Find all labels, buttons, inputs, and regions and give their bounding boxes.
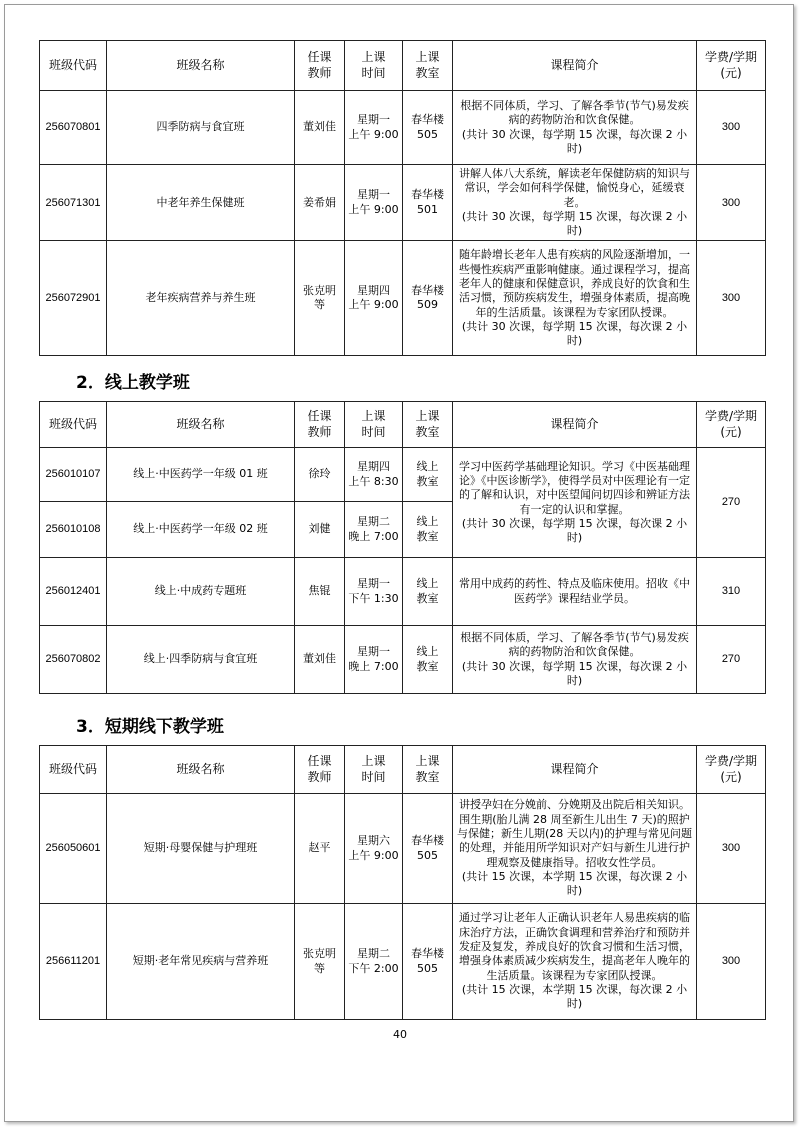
tuition-fee: 300 <box>697 794 766 904</box>
table-row <box>40 794 766 904</box>
course-description <box>453 558 697 626</box>
tuition-fee: 270 <box>697 448 766 558</box>
desc-text: 随年龄增长老年人患有疾病的风险逐渐增加，一些慢性疾病严重影响健康。通过课程学习，提高老年人的健康和保健意识，养成良好的饮食和生活习惯，预防疾病发生，增强身体素质，提高晚年的生活质量。该课程为专家团队授课。 <box>459 248 690 319</box>
header-desc: 课程简介 <box>453 41 697 91</box>
course-table-2 <box>39 401 766 694</box>
class-name: 中老年养生保健班 <box>107 165 295 241</box>
course-description <box>453 904 697 1020</box>
header-fee: 学费/学期 (元) <box>697 41 766 91</box>
table-row <box>40 91 766 165</box>
header-teacher: 任课 教师 <box>295 41 345 91</box>
course-description <box>453 91 697 165</box>
header-time: 上课 时间 <box>345 746 403 794</box>
table-row <box>40 558 766 626</box>
class-name: 线上·中成药专题班 <box>107 558 295 626</box>
classroom: 春华楼 505 <box>403 794 453 904</box>
class-time: 星期六 上午 9:00 <box>345 794 403 904</box>
desc-note: (共计 30 次课，每学期 15 次课，每次课 2 小时) <box>461 319 688 348</box>
class-time: 星期四 上午 8:30 <box>345 448 403 502</box>
class-time: 星期四 上午 9:00 <box>345 241 403 356</box>
header-room: 上课 教室 <box>403 746 453 794</box>
teacher: 姜希娟 <box>295 165 345 241</box>
course-description <box>453 794 697 904</box>
course-description <box>453 448 697 558</box>
classroom: 线上 教室 <box>403 626 453 694</box>
teacher: 焦锟 <box>295 558 345 626</box>
header-fee: 学费/学期 (元) <box>697 402 766 448</box>
tuition-fee: 300 <box>697 904 766 1020</box>
class-time: 星期一 晚上 7:00 <box>345 626 403 694</box>
table-row <box>40 904 766 1020</box>
course-table-1 <box>39 40 766 356</box>
desc-note: (共计 15 次课，本学期 15 次课，每次课 2 小时) <box>461 982 688 1011</box>
table-row <box>40 241 766 356</box>
class-name: 短期·老年常见疾病与营养班 <box>107 904 295 1020</box>
desc-note: (共计 30 次课，每学期 15 次课，每次课 2 小时) <box>461 127 688 155</box>
desc-note: (共计 30 次课，每学期 15 次课，每次课 2 小时) <box>461 516 688 545</box>
teacher: 董刘佳 <box>295 91 345 165</box>
class-time: 星期一 下午 1:30 <box>345 558 403 626</box>
table-row <box>40 626 766 694</box>
header-fee: 学费/学期 (元) <box>697 746 766 794</box>
header-time: 上课 时间 <box>345 41 403 91</box>
table-header-row <box>40 746 766 794</box>
teacher: 徐玲 <box>295 448 345 502</box>
desc-text: 通过学习让老年人正确认识老年人易患疾病的临床治疗方法，正确饮食调理和营养治疗和预防并发症及复发，养成良好的饮食习惯和生活习惯，增强身体素质减少疾病发生，提高老年人晚年的生活质量。该课程为专家团队授课。 <box>459 911 690 982</box>
class-time: 星期一 上午 9:00 <box>345 165 403 241</box>
header-teacher: 任课 教师 <box>295 402 345 448</box>
desc-text: 讲解人体八大系统，解读老年保健防病的知识与常识，学会如何科学保健，愉悦身心，延缓衰老。 <box>459 167 690 209</box>
course-table-3 <box>39 745 766 1020</box>
teacher: 张克明等 <box>295 904 345 1020</box>
class-code: 256050601 <box>40 794 107 904</box>
tuition-fee: 270 <box>697 626 766 694</box>
classroom: 线上 教室 <box>403 502 453 558</box>
teacher: 张克明等 <box>295 241 345 356</box>
header-name: 班级名称 <box>107 402 295 448</box>
table-row <box>40 165 766 241</box>
section-title-online: 2．线上教学班 <box>76 373 190 393</box>
header-desc: 课程简介 <box>453 746 697 794</box>
class-code: 256070802 <box>40 626 107 694</box>
tuition-fee: 300 <box>697 165 766 241</box>
header-teacher: 任课 教师 <box>295 746 345 794</box>
classroom: 春华楼 505 <box>403 904 453 1020</box>
classroom: 线上 教室 <box>403 448 453 502</box>
desc-text: 讲授孕妇在分娩前、分娩期及出院后相关知识。围生期(胎儿满 28 周至新生儿出生 7 天)的照护与保健；新生儿期(28 天以内)的护理与常见问题的处理，并能用所学知识对产妇与新生儿进行护理观察及健康指导。招收女性学员。 <box>456 798 693 869</box>
header-name: 班级名称 <box>107 41 295 91</box>
header-time: 上课 时间 <box>345 402 403 448</box>
teacher: 赵平 <box>295 794 345 904</box>
class-code: 256611201 <box>40 904 107 1020</box>
class-code: 256071301 <box>40 165 107 241</box>
classroom: 线上 教室 <box>403 558 453 626</box>
table-header-row <box>40 402 766 448</box>
section-title-short-term: 3．短期线下教学班 <box>76 717 224 737</box>
class-name: 线上·四季防病与食宜班 <box>107 626 295 694</box>
teacher: 董刘佳 <box>295 626 345 694</box>
classroom: 春华楼 501 <box>403 165 453 241</box>
tuition-fee: 310 <box>697 558 766 626</box>
tuition-fee: 300 <box>697 91 766 165</box>
classroom: 春华楼 505 <box>403 91 453 165</box>
desc-text: 根据不同体质，学习、了解各季节(节气)易发疾病的药物防治和饮食保健。 <box>460 98 689 127</box>
desc-text: 根据不同体质，学习、了解各季节(节气)易发疾病的药物防治和饮食保健。 <box>460 630 689 659</box>
teacher: 刘健 <box>295 502 345 558</box>
class-name: 线上·中医药学一年级 01 班 <box>107 448 295 502</box>
header-code: 班级代码 <box>40 402 107 448</box>
header-desc: 课程简介 <box>453 402 697 448</box>
class-name: 老年疾病营养与养生班 <box>107 241 295 356</box>
header-code: 班级代码 <box>40 41 107 91</box>
desc-note: (共计 30 次课，每学期 15 次课，每次课 2 小时) <box>461 209 688 238</box>
class-name: 四季防病与食宜班 <box>107 91 295 165</box>
header-room: 上课 教室 <box>403 402 453 448</box>
class-code: 256012401 <box>40 558 107 626</box>
course-description <box>453 165 697 241</box>
header-room: 上课 教室 <box>403 41 453 91</box>
page-number: 40 <box>393 1028 407 1041</box>
tuition-fee: 300 <box>697 241 766 356</box>
desc-note: (共计 15 次课，本学期 15 次课，每次课 2 小时) <box>461 869 688 898</box>
class-name: 短期·母婴保健与护理班 <box>107 794 295 904</box>
class-code: 256010107 <box>40 448 107 502</box>
class-code: 256010108 <box>40 502 107 558</box>
table-row <box>40 448 766 502</box>
class-time: 星期二 下午 2:00 <box>345 904 403 1020</box>
class-code: 256072901 <box>40 241 107 356</box>
desc-note: (共计 30 次课，每学期 15 次课，每次课 2 小时) <box>461 659 688 687</box>
classroom: 春华楼 509 <box>403 241 453 356</box>
header-name: 班级名称 <box>107 746 295 794</box>
desc-text: 学习中医药学基础理论知识。学习《中医基础理论》《中医诊断学》，使得学员对中医理论有一定的了解和认识，对中医望闻问切四诊和辨证方法有一定的认识和掌握。 <box>459 459 690 516</box>
course-description <box>453 241 697 356</box>
header-code: 班级代码 <box>40 746 107 794</box>
class-time: 星期一 上午 9:00 <box>345 91 403 165</box>
class-time: 星期二 晚上 7:00 <box>345 502 403 558</box>
class-code: 256070801 <box>40 91 107 165</box>
desc-text: 常用中成药的药性、特点及临床使用。招收《中医药学》课程结业学员。 <box>459 577 690 605</box>
table-header-row <box>40 41 766 91</box>
class-name: 线上·中医药学一年级 02 班 <box>107 502 295 558</box>
course-description <box>453 626 697 694</box>
